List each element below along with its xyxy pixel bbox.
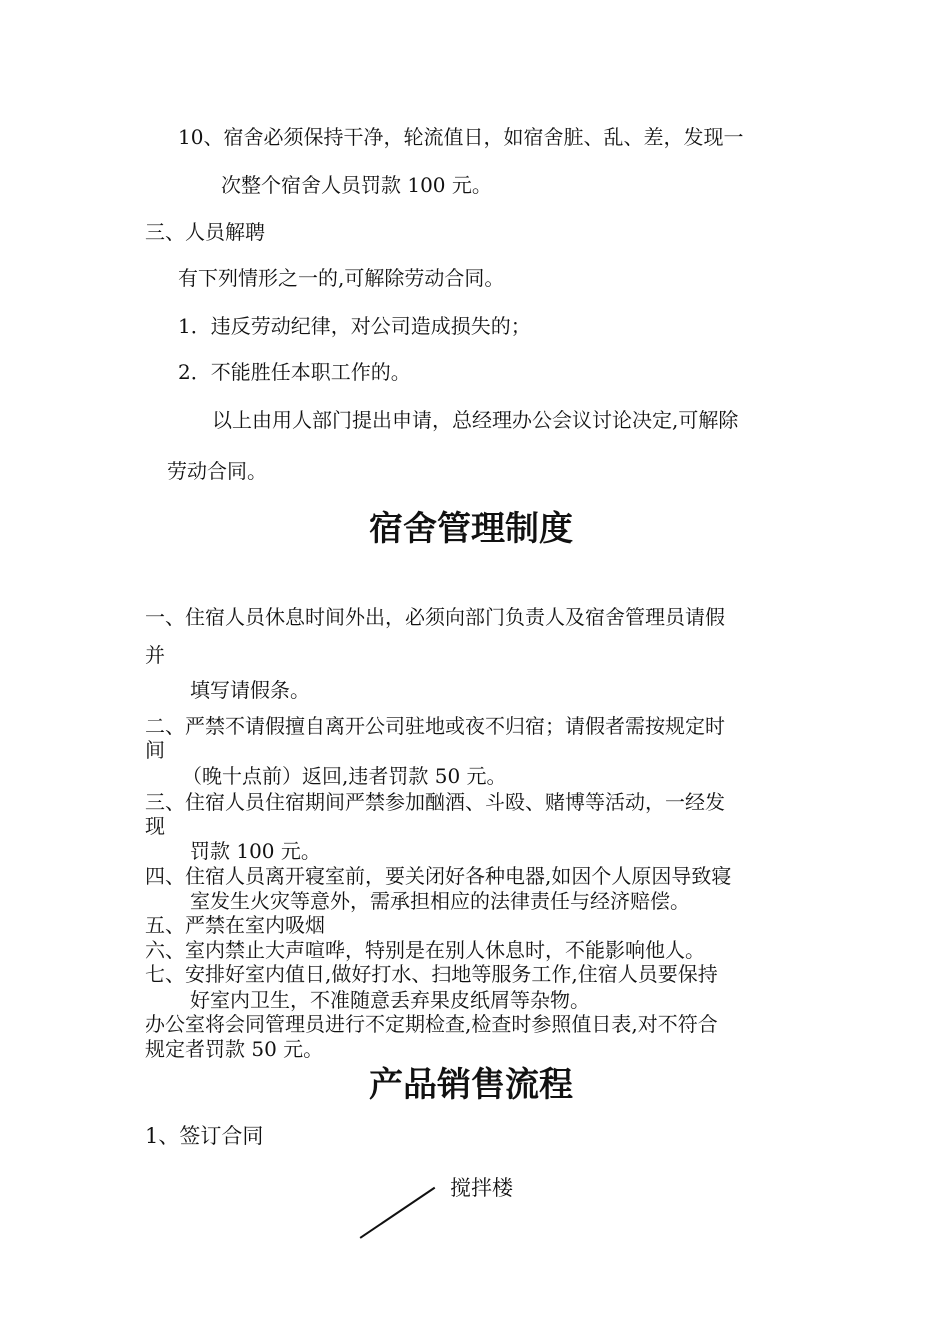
flow-node-mixing-station: 搅拌楼 — [450, 1176, 513, 1200]
dorm-rule-1-line-2: 并 — [145, 643, 165, 667]
dismissal-closing-line-1: 以上由用人部门提出申请，总经理办公会议讨论决定,可解除 — [212, 408, 739, 432]
dismissal-rule-2: 2．不能胜任本职工作的。 — [178, 360, 411, 384]
dorm-rule-3-line-1: 三、住宿人员住宿期间严禁参加酗酒、斗殴、赌博等活动，一经发 — [145, 790, 725, 814]
dorm-rule-7-line-2: 好室内卫生，不准随意丢弃果皮纸屑等杂物。 — [190, 988, 590, 1012]
dorm-rule-3-line-2: 现 — [145, 814, 165, 838]
dorm-rules-title: 宿舍管理制度 — [369, 509, 573, 549]
dorm-rule-1-line-3: 填写请假条。 — [190, 678, 310, 702]
dorm-rule-3-line-3: 罚款 100 元。 — [190, 839, 321, 863]
dorm-rule-2-line-2: 间 — [145, 738, 165, 762]
dorm-rule-4-line-2: 室发生火灾等意外，需承担相应的法律责任与经济赔偿。 — [190, 889, 690, 913]
item-10-line-2: 次整个宿舍人员罚款 100 元。 — [221, 173, 492, 197]
sales-flow-title: 产品销售流程 — [369, 1065, 573, 1105]
dorm-rule-5: 五、严禁在室内吸烟 — [145, 913, 325, 937]
dorm-note-line-1: 办公室将会同管理员进行不定期检查,检查时参照值日表,对不符合 — [145, 1012, 718, 1036]
dismissal-intro: 有下列情形之一的,可解除劳动合同。 — [178, 266, 505, 290]
dorm-note-line-2: 规定者罚款 50 元。 — [145, 1037, 324, 1061]
dorm-rule-1-line-1: 一、住宿人员休息时间外出，必须向部门负责人及宿舍管理员请假 — [145, 605, 725, 629]
sales-step-1: 1、签订合同 — [145, 1124, 264, 1148]
dorm-rule-2-line-1: 二、严禁不请假擅自离开公司驻地或夜不归宿；请假者需按规定时 — [145, 714, 725, 738]
dorm-rule-7-line-1: 七、安排好室内值日,做好打水、扫地等服务工作,住宿人员要保持 — [145, 962, 718, 986]
flow-connector-line — [360, 1187, 435, 1239]
dorm-rule-6: 六、室内禁止大声喧哗，特别是在别人休息时，不能影响他人。 — [145, 938, 705, 962]
dorm-rule-2-line-3: （晚十点前）返回,违者罚款 50 元。 — [182, 764, 507, 788]
item-10-line-1: 10、宿舍必须保持干净，轮流值日，如宿舍脏、乱、差，发现一 — [178, 125, 744, 149]
dismissal-closing-line-2: 劳动合同。 — [167, 459, 267, 483]
dorm-rule-4-line-1: 四、住宿人员离开寝室前，要关闭好各种电器,如因个人原因导致寝 — [145, 864, 732, 888]
dismissal-rule-1: 1．违反劳动纪律，对公司造成损失的； — [178, 314, 531, 338]
section-heading-dismissal: 三、人员解聘 — [145, 220, 265, 244]
